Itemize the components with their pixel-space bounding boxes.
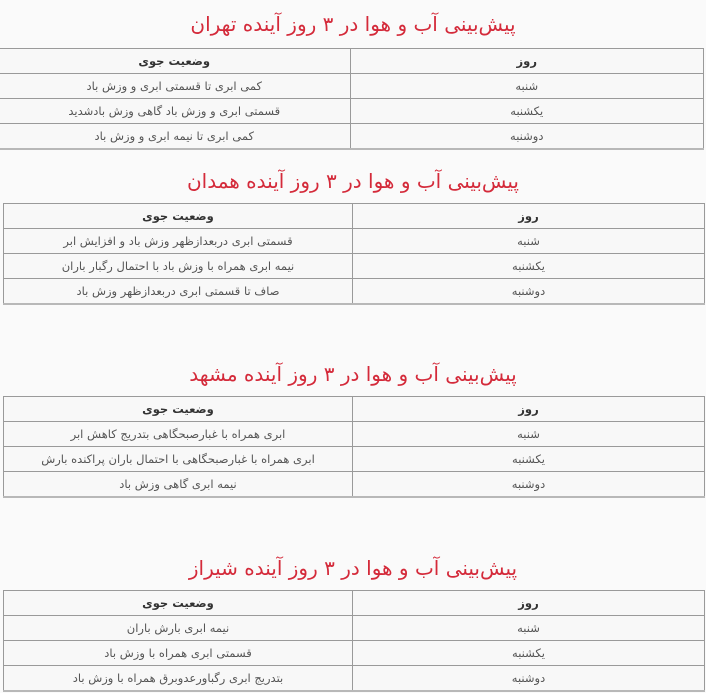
cell-condition: ابری همراه با غبارصبحگاهی با احتمال باران پراکنده بارش: [4, 447, 353, 472]
table-row: [4, 254, 705, 279]
forecast-table: [3, 396, 705, 498]
section-title: پیش‌بینی آب و هوا در ۳ روز آینده تهران: [190, 12, 516, 36]
section-title: پیش‌بینی آب و هوا در ۳ روز آینده مشهد: [189, 362, 517, 386]
header-condition: وضعیت جوی: [0, 49, 350, 74]
table-row: [4, 472, 705, 498]
cell-condition: صاف تا قسمتی ابری دربعدازظهر وزش باد: [4, 279, 353, 305]
table-header-row: [4, 397, 705, 422]
table-row: [4, 279, 705, 305]
cell-day: یکشنبه: [350, 99, 704, 124]
header-condition: وضعیت جوی: [4, 397, 353, 422]
header-day: روز: [350, 49, 704, 74]
cell-day: یکشنبه: [353, 641, 705, 666]
cell-day: دوشنبه: [353, 472, 705, 498]
forecast-table: [3, 203, 705, 305]
header-day: روز: [353, 397, 705, 422]
forecast-table: [0, 48, 704, 150]
cell-condition: کمی ابری تا قسمتی ابری و وزش باد: [0, 74, 350, 99]
cell-day: شنبه: [353, 422, 705, 447]
cell-day: یکشنبه: [353, 254, 705, 279]
table-header-row: [4, 204, 705, 229]
header-condition: وضعیت جوی: [4, 204, 353, 229]
table-row: [0, 124, 704, 150]
table-header-row: [4, 591, 705, 616]
forecast-table: [3, 590, 705, 692]
table-row: [4, 447, 705, 472]
table-row: [0, 74, 704, 99]
cell-day: دوشنبه: [353, 279, 705, 305]
table-row: [4, 666, 705, 692]
cell-day: دوشنبه: [350, 124, 704, 150]
header-day: روز: [353, 204, 705, 229]
table-row: [4, 616, 705, 641]
cell-condition: قسمتی ابری و وزش باد گاهی وزش بادشدید: [0, 99, 350, 124]
cell-condition: نیمه ابری همراه با وزش باد با احتمال رگبار باران: [4, 254, 353, 279]
header-condition: وضعیت جوی: [4, 591, 353, 616]
cell-condition: قسمتی ابری دربعدازظهر وزش باد و افزایش ابر: [4, 229, 353, 254]
cell-day: یکشنبه: [353, 447, 705, 472]
cell-condition: نیمه ابری گاهی وزش باد: [4, 472, 353, 498]
cell-condition: کمی ابری تا نیمه ابری و وزش باد: [0, 124, 350, 150]
cell-day: شنبه: [353, 616, 705, 641]
cell-day: شنبه: [350, 74, 704, 99]
cell-condition: ابری همراه با غبارصبحگاهی بتدریج کاهش ابر: [4, 422, 353, 447]
table-row: [0, 99, 704, 124]
table-header-row: [0, 49, 704, 74]
cell-day: دوشنبه: [353, 666, 705, 692]
cell-day: شنبه: [353, 229, 705, 254]
table-row: [4, 641, 705, 666]
section-title: پیش‌بینی آب و هوا در ۳ روز آینده همدان: [186, 169, 520, 193]
header-day: روز: [353, 591, 705, 616]
cell-condition: نیمه ابری بارش باران: [4, 616, 353, 641]
table-row: [4, 422, 705, 447]
cell-condition: بتدریج ابری رگباورعدوبرق همراه با وزش باد: [4, 666, 353, 692]
cell-condition: قسمتی ابری همراه با وزش باد: [4, 641, 353, 666]
section-title: پیش‌بینی آب و هوا در ۳ روز آینده شیراز: [188, 556, 518, 580]
table-row: [4, 229, 705, 254]
